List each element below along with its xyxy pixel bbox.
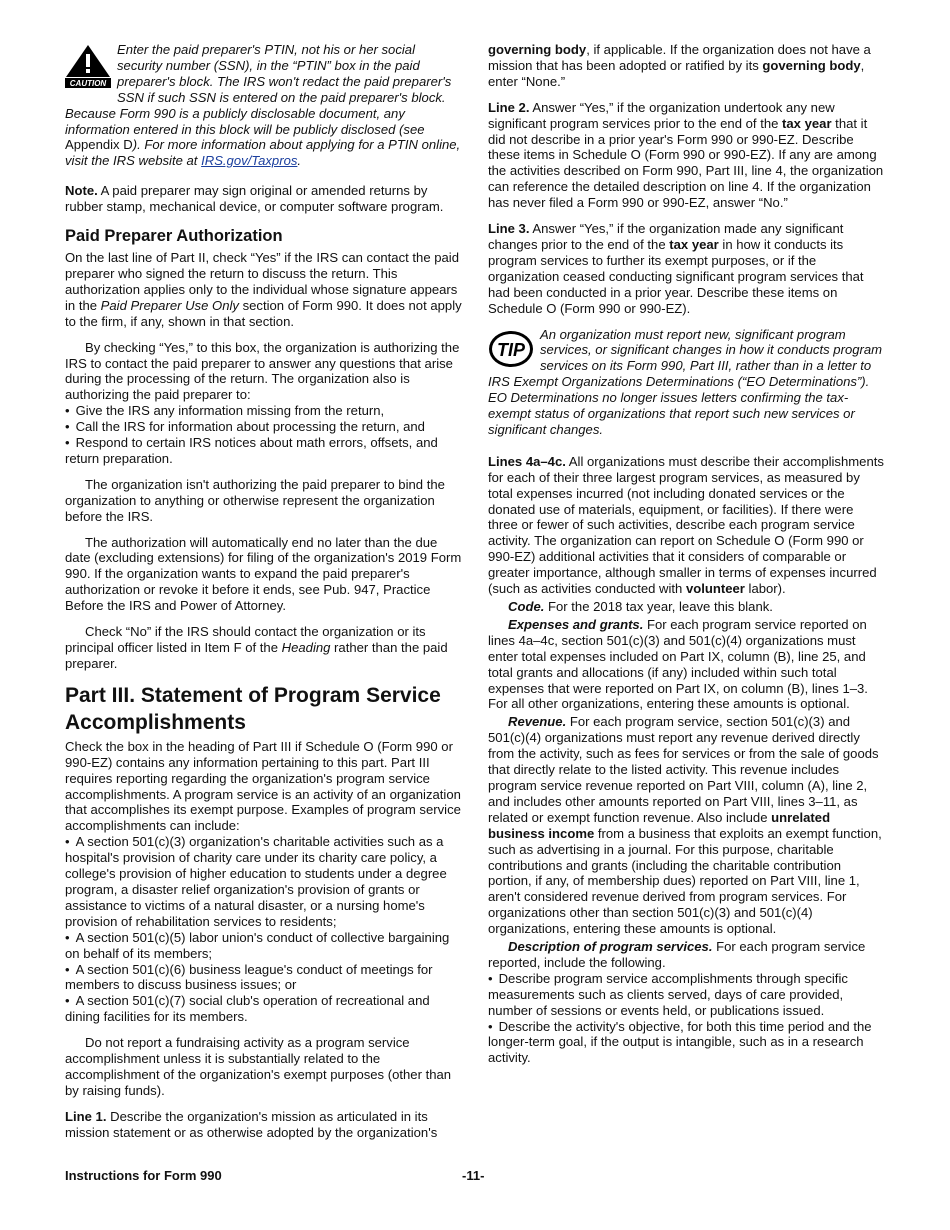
- ppa-paragraph-1: On the last line of Part II, check “Yes” if the IRS can contact the paid preparer who signed the return to discuss the return. This authorization applies only to the individual whose signature appears in the Paid Preparer Use Only section of Form 990. It does not apply to the firm, if any, shown in that section.: [65, 250, 462, 329]
- tip-icon: [488, 329, 534, 373]
- description-paragraph: Description of program services. For each program service reported, include the following.: [488, 939, 866, 970]
- ppa-paragraph-2: By checking “Yes,” to this box, the organization is authorizing the IRS to contact the paid preparer to answer any questions that arise during the processing of the return. The organization also is authorizing the paid preparer to:: [65, 339, 460, 403]
- irs-taxpros-link[interactable]: IRS.gov/Taxpros: [201, 153, 298, 169]
- note-paragraph: Note. A paid preparer may sign original or amended returns by rubber stamp, mechanical device, or computer software program.: [65, 183, 444, 215]
- right-column: [488, 42, 886, 1066]
- paid-preparer-authorization-heading: Paid Preparer Authorization: [65, 227, 283, 246]
- caution-icon: [65, 44, 111, 92]
- lines-4a-4c-paragraph: Lines 4a–4c. All organizations must describe their accomplishments for each of their three largest program services, as measured by total expenses incurred (not including donated services or the donated use of materials, equipment, or facilities). If there were three or fewer of such activities, describe each program service activity. The organization can report on Schedule O (Form 990 or 990-EZ) additional activities that it considers of comparable or greater importance, although smaller in terms of expenses incurred (such as activities conducted with volunteer labor).: [488, 453, 884, 597]
- list-item: • A section 501(c)(6) business league's conduct of meetings for members to discuss business issues; or: [65, 962, 463, 994]
- ppa-paragraph-4: The authorization will automatically end no later than the due date (excluding extensions) for filing of the organization's 2019 Form 990. If the organization wants to expand the paid preparer's authorization or revoke it before it ends, see Pub. 947, Practice Before the IRS and Power of Attorney.: [65, 534, 462, 614]
- caution-icon-label: CAUTION: [69, 79, 107, 88]
- part-iii-heading: Part III. Statement of Program Service Accomplishments: [65, 683, 441, 734]
- tip-text: An organization must report new, significant program services, or significant changes in how it conducts program services on its Form 990, Part III, rather than in a letter to IRS Exempt Organizations Determinations (“EO Determinations”). EO Determinations no longer issues letters confirming the tax-exempt status of organizations that report such new services or significant changes.: [488, 326, 883, 437]
- expenses-grants-paragraph: Expenses and grants. For each program service reported on lines 4a–4c, section 501(c)(3) and 501(c)(4) organizations must enter total expenses included on Part IX, column (B), line 25, and total grants and allocations (if any) included within such total expenses that were reported on Part IX, on column (B), lines 1–3. For all other organizations, entering these amounts is optional.: [488, 616, 868, 712]
- governing-body-paragraph: governing body, if applicable. If the organization does not have a mission that has been adopted or ratified by its governing body, enter “None.”: [488, 42, 871, 89]
- ppa-paragraph-3: The organization isn't authorizing the paid preparer to bind the organization to anything or otherwise represent the organization before the IRS.: [65, 476, 445, 524]
- page-number: -11-: [462, 1168, 485, 1183]
- ppa-paragraph-5: Check “No” if the IRS should contact the organization or its principal officer listed in Item F of the Heading rather than the paid preparer.: [65, 624, 448, 671]
- revenue-paragraph: Revenue. For each program service, section 501(c)(3) and 501(c)(4) organizations must report any revenue derived directly from the activity, such as fees for services or from the sale of goods that directly relate to the listed activity. This revenue includes program service revenue reported on Part VIII, column (A), line 2, and includes other amounts reported on Part VIII, lines 3–11, as related or exempt function revenue. Also include unrelated business income from a business that exploits an exempt function, such as advertising in a journal. For this purpose, charitable contributions and grants (including the charitable contribution portion, if any, of membership dues) reported on Part VIII, line 1, aren't considered revenue derived from program services. For organizations other than section 501(c)(3) and 501(c)(4) organizations, entering these amounts is optional.: [488, 714, 882, 937]
- part3-paragraph-2: Do not report a fundraising activity as a program service accomplishment unless it is substantially related to the accomplishment of the organization's exempt purposes (other than by raising funds).: [65, 1035, 452, 1098]
- list-item: • A section 501(c)(7) social club's operation of recreational and dining facilities for its members.: [65, 993, 463, 1025]
- part3-paragraph-1: Check the box in the heading of Part III if Schedule O (Form 990 or 990-EZ) contains any information pertaining to this part. Part III requires reporting regarding the organization's program service accomplishments. A program service is an activity of an organization that accomplishes its exempt purpose. Examples of program service accomplishments can include:: [65, 738, 461, 834]
- tip-icon-label: TIP: [496, 339, 526, 360]
- list-item: • A section 501(c)(5) labor union's conduct of collective bargaining on behalf of its members;: [65, 930, 463, 962]
- line1-paragraph: Line 1. Describe the organization's mission as articulated in its mission statement or as otherwise adopted by the organization's: [65, 1108, 438, 1140]
- line3-paragraph: Line 3. Answer “Yes,” if the organization made any significant changes prior to the end of the tax year in how it conducts its program services to further its exempt purposes, or if the organization ceased conducting significant program services that had been conducted in a prior year. Describe these items on Schedule O (Form 990 or 990-EZ).: [488, 221, 864, 316]
- list-item: • A section 501(c)(3) organization's charitable activities such as a hospital's provision of charity care under its charity care policy, a college's provision of higher education to students under a degree program, a disaster relief organization's provision of grants or assistance to victims of a natural disaster, or a nursing home's provision of rehabilitation services to residents;: [65, 834, 463, 929]
- list-item: • Respond to certain IRS notices about math errors, offsets, and return preparation.: [65, 435, 463, 467]
- line2-paragraph: Line 2. Answer “Yes,” if the organization undertook any new significant program services prior to the end of the tax year that it did not describe in a prior year's Form 990 or 990-EZ. Describe these items in Schedule O (Form 990 or 990-EZ). If any are among the activities described on Form 990, Part III, line 4, the organization can reference the detailed description on line 4. If the organization has never filed a Form 990 or 990-EZ, answer “No.”: [488, 99, 884, 211]
- caution-text: Enter the paid preparer's PTIN, not his or her social security number (SSN), in the “PTIN” box in the paid preparer's block. The IRS won't redact the paid preparer's SSN if such SSN is entered on the paid preparer's block. Because Form 990 is a publicly disclosable document, any information entered in this block will be publicly disclosed (see Appendix D). For more information about applying for a PTIN online, visit the IRS website at IRS.gov/Taxpros.: [65, 42, 461, 169]
- code-paragraph: Code. For the 2018 tax year, leave this blank.: [508, 599, 773, 614]
- footer-title: Instructions for Form 990: [65, 1168, 222, 1183]
- left-column: [65, 42, 463, 1141]
- caution-callout: [65, 42, 463, 169]
- list-item: • Describe program service accomplishments through specific measurements such as clients served, days of care provided, number of sessions or events held, or publications issued.: [488, 971, 886, 1019]
- list-item: • Call the IRS for information about processing the return, and: [65, 419, 463, 435]
- list-item: • Describe the activity's objective, for both this time period and the longer-term goal, if the output is intangible, such as in a research activity.: [488, 1019, 886, 1067]
- list-item: • Give the IRS any information missing from the return,: [65, 403, 463, 419]
- tip-callout: [488, 327, 886, 438]
